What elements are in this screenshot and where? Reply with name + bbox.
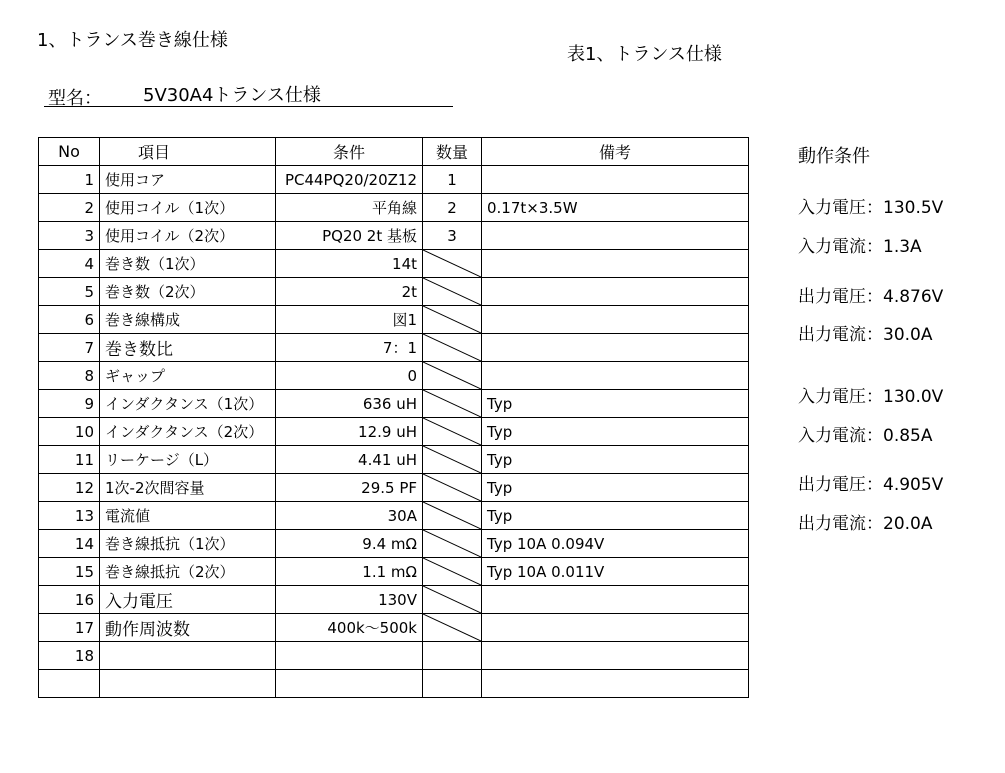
cell-quantity	[423, 334, 482, 362]
condition-line: 出力電流：30.0A	[798, 325, 933, 345]
cell-item: 巻き線構成	[100, 306, 276, 334]
condition-line: 出力電圧：4.876V	[798, 287, 944, 307]
cell-remarks	[482, 334, 749, 362]
cell-quantity: 1	[423, 166, 482, 194]
cell-condition: 130V	[276, 586, 423, 614]
table-row	[39, 166, 749, 194]
table-row	[39, 558, 749, 586]
table-row	[39, 446, 749, 474]
cell-quantity	[423, 614, 482, 642]
condition-line: 出力電流：20.0A	[798, 514, 933, 534]
cell-no	[39, 670, 100, 698]
header-remarks: 備考	[482, 138, 749, 166]
cell-quantity	[423, 278, 482, 306]
cell-item: ギャップ	[100, 362, 276, 390]
cell-item: 使用コイル（1次）	[100, 194, 276, 222]
cell-quantity	[423, 362, 482, 390]
not-applicable-slash	[423, 614, 481, 641]
not-applicable-slash	[423, 474, 481, 501]
cell-condition: PQ20 2t 基板	[276, 222, 423, 250]
table-caption: 表1、トランス仕様	[567, 44, 722, 65]
cell-condition	[276, 670, 423, 698]
cell-remarks: Typ	[482, 502, 749, 530]
cell-item	[100, 670, 276, 698]
cell-condition: 0	[276, 362, 423, 390]
table-row	[39, 250, 749, 278]
cell-no: 11	[39, 446, 100, 474]
cell-quantity	[423, 418, 482, 446]
operating-conditions-title: 動作条件	[798, 146, 870, 167]
cell-remarks: Typ 10A 0.011V	[482, 558, 749, 586]
table-header-row	[39, 138, 749, 166]
cell-no: 9	[39, 390, 100, 418]
cell-remarks	[482, 670, 749, 698]
cell-item: 巻き数比	[100, 334, 276, 362]
not-applicable-slash	[423, 446, 481, 473]
cell-quantity	[423, 670, 482, 698]
header-no: No	[39, 138, 100, 166]
cell-remarks	[482, 586, 749, 614]
table-row	[39, 614, 749, 642]
cell-item: 巻き数（1次）	[100, 250, 276, 278]
table-row	[39, 194, 749, 222]
cell-remarks: Typ 10A 0.094V	[482, 530, 749, 558]
table-row	[39, 474, 749, 502]
cell-no: 3	[39, 222, 100, 250]
cell-condition: 29.5 PF	[276, 474, 423, 502]
not-applicable-slash	[423, 418, 481, 445]
cell-quantity: 3	[423, 222, 482, 250]
cell-no: 14	[39, 530, 100, 558]
cell-condition: 14t	[276, 250, 423, 278]
condition-line: 入力電圧：130.0V	[798, 387, 944, 407]
header-quantity: 数量	[423, 138, 482, 166]
cell-quantity	[423, 250, 482, 278]
cell-item: 巻き線抵抗（2次）	[100, 558, 276, 586]
cell-quantity: 2	[423, 194, 482, 222]
table-row	[39, 418, 749, 446]
not-applicable-slash	[423, 306, 481, 333]
cell-remarks: Typ	[482, 418, 749, 446]
cell-no: 13	[39, 502, 100, 530]
table-row	[39, 362, 749, 390]
cell-quantity	[423, 306, 482, 334]
header-item: 項目	[100, 138, 276, 166]
cell-condition: 30A	[276, 502, 423, 530]
table-row	[39, 642, 749, 670]
cell-condition: 7：1	[276, 334, 423, 362]
cell-condition: 636 uH	[276, 390, 423, 418]
cell-remarks: Typ	[482, 446, 749, 474]
cell-condition: 9.4 mΩ	[276, 530, 423, 558]
cell-item: 使用コア	[100, 166, 276, 194]
cell-condition: 4.41 uH	[276, 446, 423, 474]
cell-remarks	[482, 250, 749, 278]
model-label: 型名：	[48, 88, 102, 109]
table-row	[39, 530, 749, 558]
cell-no: 5	[39, 278, 100, 306]
cell-remarks: Typ	[482, 390, 749, 418]
cell-item: 巻き線抵抗（1次）	[100, 530, 276, 558]
condition-line: 出力電圧：4.905V	[798, 475, 944, 495]
cell-no: 6	[39, 306, 100, 334]
cell-condition: 平角線	[276, 194, 423, 222]
cell-remarks	[482, 362, 749, 390]
table-row	[39, 586, 749, 614]
cell-no: 4	[39, 250, 100, 278]
table-row	[39, 306, 749, 334]
not-applicable-slash	[423, 278, 481, 305]
cell-item: 1次-2次間容量	[100, 474, 276, 502]
header-condition: 条件	[276, 138, 423, 166]
cell-condition: 12.9 uH	[276, 418, 423, 446]
not-applicable-slash	[423, 250, 481, 277]
not-applicable-slash	[423, 558, 481, 585]
condition-line: 入力電流：0.85A	[798, 426, 933, 446]
cell-remarks: 0.17t×3.5W	[482, 194, 749, 222]
not-applicable-slash	[423, 362, 481, 389]
not-applicable-slash	[423, 530, 481, 557]
cell-quantity	[423, 530, 482, 558]
table-row	[39, 390, 749, 418]
cell-quantity	[423, 474, 482, 502]
table-row	[39, 334, 749, 362]
cell-condition: 400k～500k	[276, 614, 423, 642]
cell-item: 使用コイル（2次）	[100, 222, 276, 250]
cell-no: 2	[39, 194, 100, 222]
cell-remarks	[482, 222, 749, 250]
table-row	[39, 502, 749, 530]
cell-quantity	[423, 446, 482, 474]
cell-quantity	[423, 586, 482, 614]
table-row	[39, 278, 749, 306]
condition-line: 入力電流：1.3A	[798, 237, 922, 257]
cell-remarks	[482, 306, 749, 334]
cell-condition: 1.1 mΩ	[276, 558, 423, 586]
cell-quantity	[423, 390, 482, 418]
cell-remarks	[482, 166, 749, 194]
model-underline	[44, 106, 453, 107]
cell-remarks	[482, 278, 749, 306]
cell-remarks: Typ	[482, 474, 749, 502]
cell-remarks	[482, 614, 749, 642]
cell-item: 動作周波数	[100, 614, 276, 642]
cell-no: 16	[39, 586, 100, 614]
cell-item: インダクタンス（2次）	[100, 418, 276, 446]
cell-condition: 2t	[276, 278, 423, 306]
cell-quantity	[423, 502, 482, 530]
cell-no: 15	[39, 558, 100, 586]
table-row	[39, 670, 749, 698]
model-value: 5V30A4トランス仕様	[143, 85, 321, 106]
not-applicable-slash	[423, 334, 481, 361]
cell-no: 1	[39, 166, 100, 194]
spec-table	[38, 137, 749, 698]
section-title: 1、トランス巻き線仕様	[37, 30, 228, 51]
cell-item: 入力電圧	[100, 586, 276, 614]
table-row	[39, 222, 749, 250]
cell-no: 12	[39, 474, 100, 502]
cell-remarks	[482, 642, 749, 670]
cell-no: 8	[39, 362, 100, 390]
cell-no: 17	[39, 614, 100, 642]
cell-no: 18	[39, 642, 100, 670]
cell-condition: PC44PQ20/20Z12	[276, 166, 423, 194]
not-applicable-slash	[423, 586, 481, 613]
cell-item	[100, 642, 276, 670]
condition-line: 入力電圧：130.5V	[798, 198, 944, 218]
cell-item: リーケージ（L）	[100, 446, 276, 474]
cell-item: 巻き数（2次）	[100, 278, 276, 306]
not-applicable-slash	[423, 502, 481, 529]
cell-quantity	[423, 642, 482, 670]
cell-item: 電流値	[100, 502, 276, 530]
not-applicable-slash	[423, 390, 481, 417]
cell-no: 7	[39, 334, 100, 362]
cell-condition	[276, 642, 423, 670]
cell-quantity	[423, 558, 482, 586]
cell-condition: 図1	[276, 306, 423, 334]
cell-item: インダクタンス（1次）	[100, 390, 276, 418]
cell-no: 10	[39, 418, 100, 446]
